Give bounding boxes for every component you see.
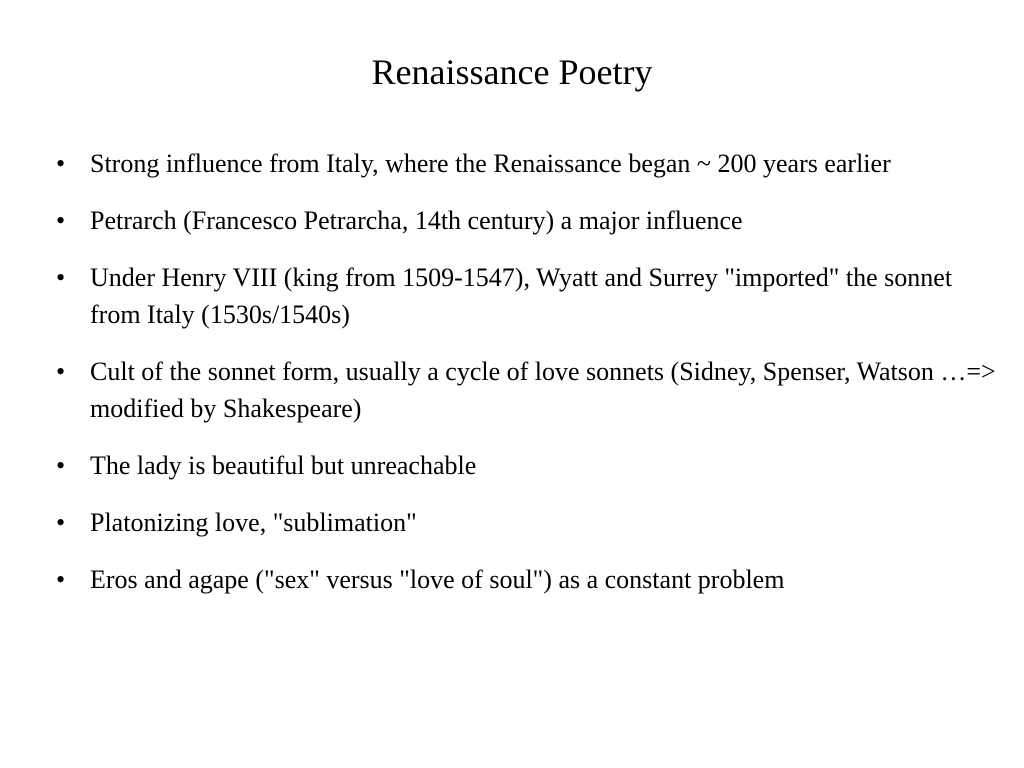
bullet-text: Strong influence from Italy, where the Renaissance began ~ 200 years earlier	[90, 149, 891, 178]
bullet-list	[56, 145, 1006, 618]
bullet-icon: •	[56, 357, 66, 386]
bullet-item	[56, 561, 1006, 598]
bullet-icon: •	[56, 451, 66, 480]
bullet-text: Cult of the sonnet form, usually a cycle of love sonnets (Sidney, Spenser, Watson …=> modified by Shakespeare)	[90, 357, 996, 423]
bullet-icon: •	[56, 206, 66, 235]
bullet-item	[56, 447, 1006, 484]
bullet-icon: •	[56, 565, 66, 594]
bullet-item	[56, 145, 1006, 182]
bullet-item	[56, 353, 1006, 427]
bullet-item	[56, 202, 1006, 239]
bullet-text: The lady is beautiful but unreachable	[90, 451, 477, 480]
bullet-text: Eros and agape ("sex" versus "love of soul") as a constant problem	[90, 565, 785, 594]
bullet-item	[56, 504, 1006, 541]
bullet-text: Under Henry VIII (king from 1509-1547), Wyatt and Surrey "imported" the sonnet from Italy (1530s/1540s)	[90, 263, 953, 329]
bullet-icon: •	[56, 149, 66, 178]
bullet-icon: •	[56, 263, 66, 292]
slide-title: Renaissance Poetry	[371, 52, 653, 92]
bullet-text: Platonizing love, "sublimation"	[90, 508, 417, 537]
bullet-item	[56, 259, 1006, 333]
bullet-icon: •	[56, 508, 66, 537]
bullet-text: Petrarch (Francesco Petrarcha, 14th century) a major influence	[90, 206, 743, 235]
